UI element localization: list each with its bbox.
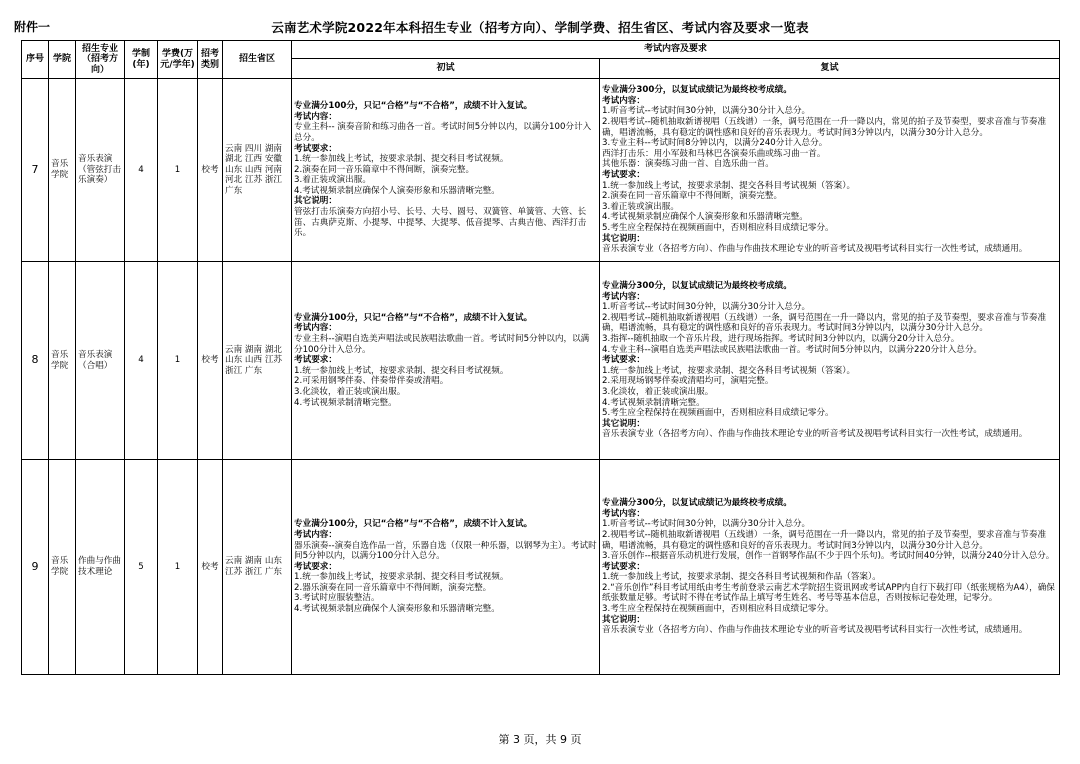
row-years: 5 xyxy=(125,460,158,675)
row-type: 校考 xyxy=(198,460,223,675)
exam-line: 专业满分300分，以复试成绩记为最终校考成绩。 xyxy=(602,498,792,509)
exam-line: 1.听音考试--考试时间30分钟，以满分30分计入总分。 2.视唱考试--随机抽取新谱视唱（五线谱）一条，调号范围在一升一降以内，常见的拍子及节奏型，要求音准与节奏准确，唱谱流畅，具有稳定的调性感和良好的音乐表现力。考试时间3分钟以内，以满分30分计入总分。 3.音乐创作--根据音乐动机进行发展，创作一首钢琴作品(不少于四个乐句)。考试时间40分钟，以满分240分计入总分。 xyxy=(602,519,1055,562)
row-provinces: 云南 湖南 湖北 山东 山西 江苏 浙江 广东 xyxy=(223,262,292,460)
header-second-exam: 复试 xyxy=(600,59,1060,79)
header-type: 招考类别 xyxy=(198,41,223,79)
row-college: 音乐学院 xyxy=(49,262,76,460)
header-seq: 序号 xyxy=(22,41,49,79)
header-years: 学制(年) xyxy=(125,41,158,79)
exam-line: 考试要求： xyxy=(294,143,337,154)
exam-line: 专业满分100分，只记“合格”与“不合格”，成绩不计入复试。 xyxy=(294,312,533,323)
exam-line: 考试要求： xyxy=(602,355,645,366)
row-second-exam xyxy=(600,262,1060,460)
exam-line: 考试内容： xyxy=(602,291,645,302)
row-years: 4 xyxy=(125,79,158,262)
attachment-label: 附件一 xyxy=(14,20,51,34)
exam-line: 1.听音考试--考试时间30分钟，以满分30分计入总分。 2.视唱考试--随机抽取新谱视唱（五线谱）一条，调号范围在一升一降以内，常见的拍子及节奏型，要求音准与节奏准确，唱谱流畅，具有稳定的调性感和良好的音乐表现力。考试时间3分钟以内，以满分30分计入总分。 3.专业主科--考试时间8分钟以内，以满分240分计入总分。 西洋打击乐：用小军鼓和马林巴各演奏乐曲或练习曲一首。 其他乐器：演奏练习曲一首、自选乐曲一首。 xyxy=(602,106,1047,170)
header-college: 学院 xyxy=(49,41,76,79)
document-title: 云南艺术学院2022年本科招生专业（招考方向）、学制学费、招生省区、考试内容及要求一览表 xyxy=(271,20,809,35)
exam-line: 专业满分100分，只记“合格”与“不合格”，成绩不计入复试。 xyxy=(294,101,533,112)
row-seq: 8 xyxy=(22,262,49,460)
exam-line: 考试内容： xyxy=(602,95,645,106)
row-type: 校考 xyxy=(198,79,223,262)
exam-line: 专业主科-- 演奏音阶和练习曲各一首。考试时间5分钟以内，以满分100分计入总分。 xyxy=(294,122,592,143)
exam-line: 1.统一参加线上考试，按要求录制、提交各科目考试视频（答案）。 2.演奏在同一音乐篇章中不得间断，演奏完整。 3.着正装或演出服。 4.考试视频录制应确保个人演奏形象和乐器清晰完整。 5.考生应全程保持在视频画面中，否则相应科目成绩记零分。 xyxy=(602,180,856,233)
exam-line: 其它说明： xyxy=(602,418,645,429)
exam-line: 考试内容： xyxy=(602,508,645,519)
row-first-exam xyxy=(292,262,600,460)
row-type: 校考 xyxy=(198,262,223,460)
row-first-exam xyxy=(292,460,600,675)
exam-line: 专业满分300分，以复试成绩记为最终校考成绩。 xyxy=(602,85,792,96)
exam-line: 考试要求： xyxy=(602,561,645,572)
exam-line: 考试要求： xyxy=(294,561,337,572)
header-major: 招生专业（招考方向） xyxy=(76,41,125,79)
row-major: 作曲与作曲技术理论 xyxy=(76,460,125,675)
header-exam: 考试内容及要求 xyxy=(292,41,1060,59)
row-fee: 1 xyxy=(158,460,198,675)
table-row xyxy=(22,79,1060,262)
row-fee: 1 xyxy=(158,79,198,262)
row-college: 音乐学院 xyxy=(49,460,76,675)
row-second-exam xyxy=(600,460,1060,675)
row-years: 4 xyxy=(125,262,158,460)
row-provinces: 云南 四川 湖南 湖北 江西 安徽 山东 山西 河南 河北 江苏 浙江 广东 xyxy=(223,79,292,262)
admissions-table xyxy=(21,40,1060,675)
exam-line: 考试内容： xyxy=(294,323,337,334)
exam-line: 音乐表演专业（各招考方向）、作曲与作曲技术理论专业的听音考试及视唱考试科目实行一次性考试，成绩通用。 xyxy=(602,429,1028,440)
exam-line: 器乐演奏--演奏自选作品一首，乐器自选（仅限一种乐器，以钢琴为主）。考试时间5分钟以内，以满分100分计入总分。 xyxy=(294,540,597,562)
row-first-exam xyxy=(292,79,600,262)
row-second-exam xyxy=(600,79,1060,262)
exam-line: 1.统一参加线上考试，按要求录制、提交各科目考试视频和作品（答案）。 2.“音乐创作”科目考试用纸由考生考前登录云南艺术学院招生资讯网或考试APP内自行下载打印（纸张规格为A4），确保纸张数量足够。考试时不得在考试作品上填写考生姓名、考号等基本信息，否则按标记卷处理，记零分。 3.考生应全程保持在视频画面中，否则相应科目成绩记零分。 xyxy=(602,572,1055,615)
row-major: 音乐表演（管弦打击乐演奏） xyxy=(76,79,125,262)
exam-line: 其它说明： xyxy=(602,614,645,625)
header-provinces: 招生省区 xyxy=(223,41,292,79)
row-fee: 1 xyxy=(158,262,198,460)
table-body xyxy=(22,79,1060,675)
page-number: 第 3 页，共 9 页 xyxy=(498,733,582,746)
exam-line: 音乐表演专业（各招考方向）、作曲与作曲技术理论专业的听音考试及视唱考试科目实行一次性考试，成绩通用。 xyxy=(602,244,1028,255)
exam-line: 考试要求： xyxy=(602,170,645,180)
exam-line: 专业主科--演唱自选美声唱法或民族唱法歌曲一首。考试时间5分钟以内，以满分100分计入总分。 xyxy=(294,334,590,355)
exam-line: 其它说明： xyxy=(294,196,337,207)
exam-line: 1.统一参加线上考试，按要求录制、提交科目考试视频。 2.演奏在同一音乐篇章中不得间断，演奏完整。 3.着正装或演出服。 4.考试视频录制应确保个人演奏形象和乐器清晰完整。 xyxy=(294,154,509,196)
row-major: 音乐表演（合唱） xyxy=(76,262,125,460)
exam-line: 管弦打击乐演奏方向招小号、长号、大号、圆号、双簧管、单簧管、大管、长笛、古典萨克斯、小提琴、中提琴、大提琴、低音提琴、古典吉他、西洋打击乐。 xyxy=(294,207,587,239)
row-college: 音乐学院 xyxy=(49,79,76,262)
exam-line: 其它说明： xyxy=(602,233,645,244)
exam-line: 专业满分300分，以复试成绩记为最终校考成绩。 xyxy=(602,281,792,292)
exam-line: 1.统一参加线上考试，按要求录制、提交各科目考试视频（答案）。 2.采用现场钢琴伴奏或清唱均可，演唱完整。 3.化淡妆，着正装或演出服。 4.考试视频录制清晰完整。 5.考生应全程保持在视频画面中，否则相应科目成绩记零分。 xyxy=(602,365,856,419)
exam-line: 音乐表演专业（各招考方向）、作曲与作曲技术理论专业的听音考试及视唱考试科目实行一次性考试，成绩通用。 xyxy=(602,625,1028,636)
header-fee: 学费(万元/学年) xyxy=(158,41,198,79)
table-row xyxy=(22,262,1060,460)
row-provinces: 云南 湖南 山东 江苏 浙江 广东 xyxy=(223,460,292,675)
exam-line: 考试内容： xyxy=(294,111,337,122)
row-seq: 7 xyxy=(22,79,49,262)
exam-line: 1.听音考试--考试时间30分钟，以满分30分计入总分。 2.视唱考试--随机抽取新谱视唱（五线谱）一条，调号范围在一升一降以内，常见的拍子及节奏型，要求音准与节奏准确，唱谱流畅，具有稳定的调性感和良好的音乐表现力。考试时间3分钟以内，以满分30分计入总分。 3.指挥--随机抽取一个音乐片段，进行现场指挥。考试时间3分钟以内，以满分20分计入总分。 4.专业主科--演唱自选美声唱法或民族唱法歌曲一首。考试时间5分钟以内，以满分220分计入总分。 xyxy=(602,302,1047,355)
table-row xyxy=(22,460,1060,675)
exam-line: 考试要求： xyxy=(294,355,337,366)
exam-line: 1.统一参加线上考试，按要求录制、提交科目考试视频。 2.可采用钢琴伴奏、伴奏带伴奏或清唱。 3.化淡妆，着正装或演出服。 4.考试视频录制清晰完整。 xyxy=(294,365,509,408)
exam-line: 考试内容： xyxy=(294,529,337,540)
exam-line: 专业满分100分，只记“合格”与“不合格”，成绩不计入复试。 xyxy=(294,519,533,530)
row-seq: 9 xyxy=(22,460,49,675)
header-first-exam: 初试 xyxy=(292,59,600,79)
exam-line: 1.统一参加线上考试，按要求录制、提交科目考试视频。 2.器乐演奏在同一音乐篇章中不得间断，演奏完整。 3.考试时应服装整洁。 4.考试视频录制应确保个人演奏形象和乐器清晰完整。 xyxy=(294,572,509,615)
